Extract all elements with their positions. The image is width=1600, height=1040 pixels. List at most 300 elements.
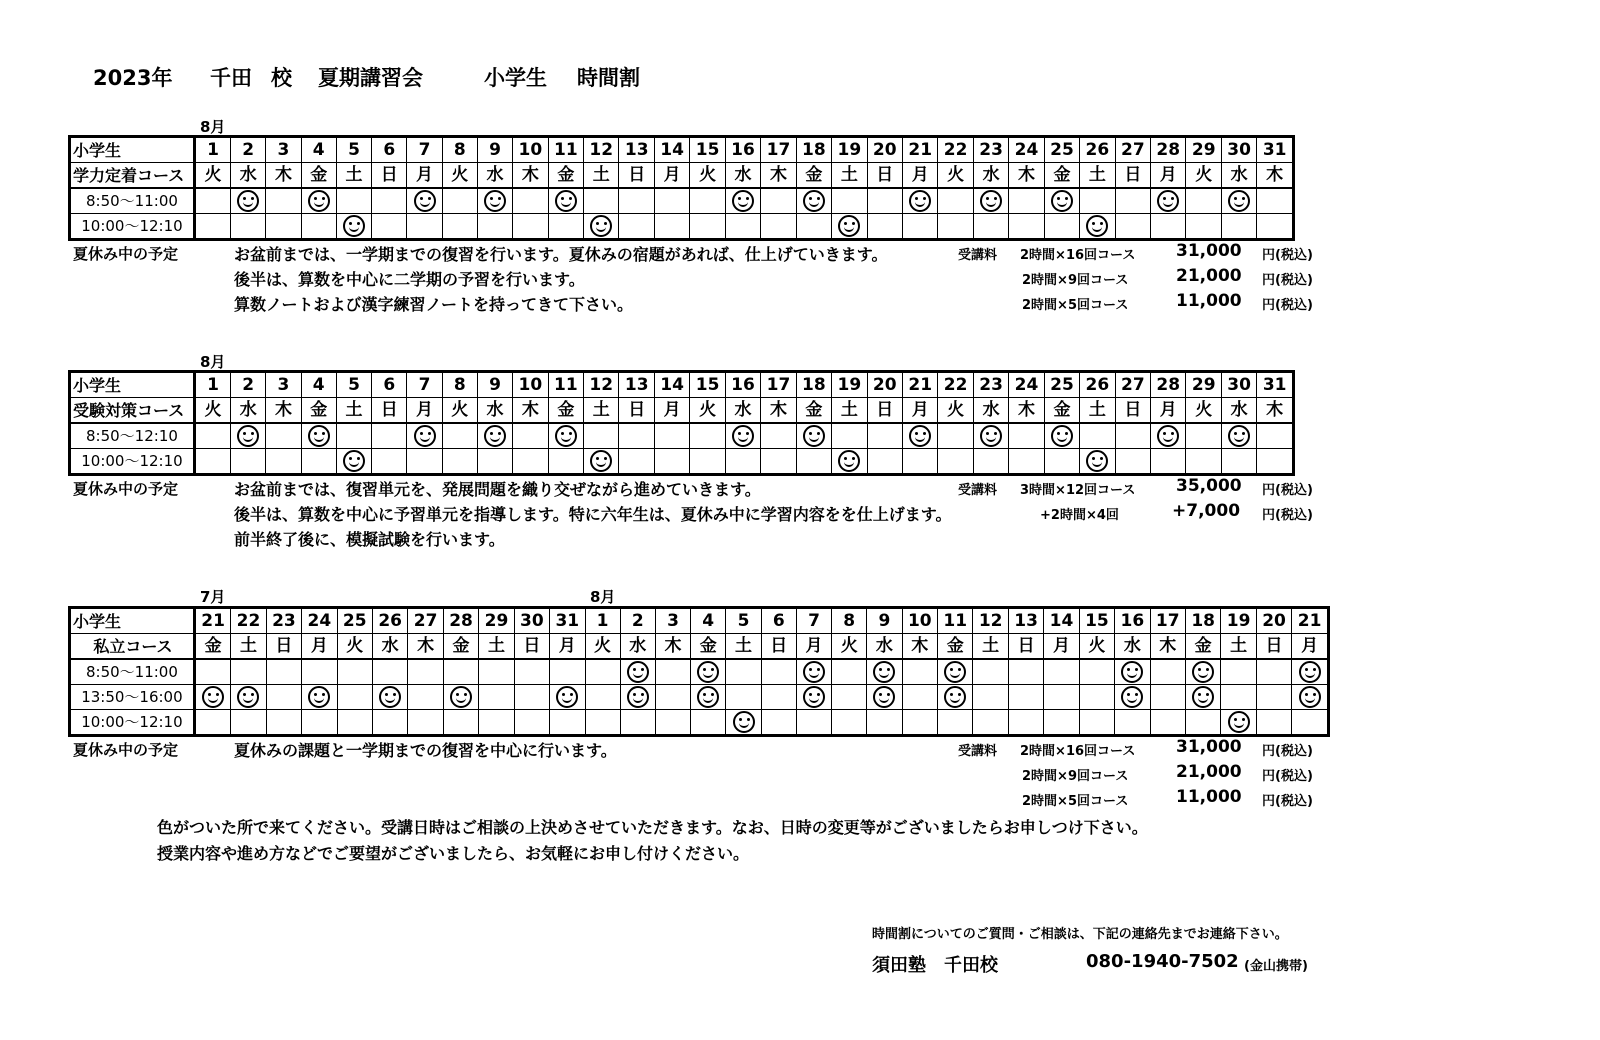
- s2-day-5: 5: [336, 372, 371, 398]
- s1-fee3-course: 2時間×5回コース: [1022, 298, 1129, 313]
- s2-plan-line3: 前半終了後に、模擬試験を行います。: [234, 530, 505, 549]
- s1-fee1-tax: 円(税込): [1262, 248, 1313, 263]
- s3-slot3-cell: [1044, 710, 1079, 736]
- s1-slot2-cell: [867, 214, 902, 240]
- s1-slot2-cell: [796, 214, 831, 240]
- s3-day-22: 11: [938, 608, 973, 634]
- s3-label-grade: 小学生: [70, 608, 195, 634]
- s2-slot1-cell: [1151, 423, 1186, 449]
- s1-slot2-label: 10:00～12:10: [70, 214, 195, 240]
- s1-slot1-cell: [796, 188, 831, 214]
- s1-slot2-cell: [725, 214, 760, 240]
- s2-day-6: 6: [372, 372, 407, 398]
- s3-slot2-cell: [372, 685, 407, 710]
- smiley-icon: [237, 686, 259, 708]
- s1-weekday-9: 水: [477, 163, 512, 189]
- s1-day-5: 5: [336, 137, 371, 163]
- s2-slot1-cell: [832, 423, 867, 449]
- s2-plan-line2: 後半は、算数を中心に予習単元を指導します。特に六年生は、夏休み中に学習内容をを仕上げます。: [234, 505, 952, 524]
- s3-slot2-cell: [408, 685, 443, 710]
- s3-day-5: 25: [337, 608, 372, 634]
- smiley-icon: [697, 686, 719, 708]
- s1-day-13: 13: [619, 137, 654, 163]
- s3-day-13: 2: [620, 608, 655, 634]
- smiley-icon: [944, 686, 966, 708]
- s2-plan-label: 夏休み中の予定: [73, 480, 179, 498]
- s3-day-10: 30: [514, 608, 549, 634]
- s3-slot1-cell: [1008, 659, 1043, 685]
- s1-plan-label: 夏休み中の予定: [73, 245, 179, 263]
- s1-slot2-cell: [1115, 214, 1150, 240]
- s2-weekday-3: 木: [266, 398, 301, 424]
- smiley-icon: [1299, 661, 1321, 683]
- s3-fee2-price: 21,000: [1176, 762, 1242, 782]
- s1-day-7: 7: [407, 137, 442, 163]
- s1-day-18: 18: [796, 137, 831, 163]
- s3-slot1-cell: [372, 659, 407, 685]
- s2-day-11: 11: [548, 372, 583, 398]
- s3-slot3-cell: [266, 710, 301, 736]
- s2-slot2-cell: [301, 449, 336, 475]
- s2-day-8: 8: [442, 372, 477, 398]
- s1-day-3: 3: [266, 137, 301, 163]
- s3-weekday-5: 火: [337, 634, 372, 660]
- s2-weekday-13: 日: [619, 398, 654, 424]
- s2-label-grade: 小学生: [70, 372, 195, 398]
- s2-weekday-15: 火: [690, 398, 725, 424]
- s2-slot2-cell: [867, 449, 902, 475]
- s2-weekday-29: 火: [1186, 398, 1221, 424]
- smiley-icon: [590, 450, 612, 472]
- s1-day-19: 19: [832, 137, 867, 163]
- s2-slot2-cell: [1257, 449, 1294, 475]
- smiley-icon: [379, 686, 401, 708]
- s3-day-16: 5: [726, 608, 761, 634]
- smiley-icon: [555, 425, 577, 447]
- s3-slot2-cell: [655, 685, 690, 710]
- s2-slot2-cell: [548, 449, 583, 475]
- s2-slot1-cell: [1009, 423, 1044, 449]
- s1-weekday-6: 日: [372, 163, 407, 189]
- s1-day-16: 16: [725, 137, 760, 163]
- s2-weekday-21: 月: [902, 398, 937, 424]
- s3-slot1-cell: [337, 659, 372, 685]
- s2-weekday-19: 土: [832, 398, 867, 424]
- s2-day-14: 14: [654, 372, 689, 398]
- s1-slot1-cell: [761, 188, 796, 214]
- s3-slot2-cell: [1079, 685, 1114, 710]
- s2-day-25: 25: [1044, 372, 1079, 398]
- smiley-icon: [1228, 711, 1250, 733]
- s3-slot2-cell: [337, 685, 372, 710]
- s1-day-27: 27: [1115, 137, 1150, 163]
- smiley-icon: [308, 425, 330, 447]
- s3-slot1-cell: [691, 659, 726, 685]
- s2-slot1-cell: [867, 423, 902, 449]
- s3-month-aug: 8月: [590, 588, 616, 606]
- s1-slot1-cell: [336, 188, 371, 214]
- s3-weekday-12: 火: [585, 634, 620, 660]
- s3-day-8: 28: [443, 608, 478, 634]
- s3-weekday-7: 木: [408, 634, 443, 660]
- smiley-icon: [1051, 425, 1073, 447]
- s3-slot1-cell: [1185, 659, 1220, 685]
- s2-day-31: 31: [1257, 372, 1294, 398]
- s2-day-19: 19: [832, 372, 867, 398]
- s3-fee1-tax: 円(税込): [1262, 744, 1313, 759]
- s2-slot1-cell: [194, 423, 230, 449]
- s3-plan-line1: 夏休みの課題と一学期までの復習を中心に行います。: [234, 741, 617, 760]
- notes-line1: 色がついた所で来てください。受講日時はご相談の上決めさせていただきます。なお、日時の変更等がございましたらお申しつけ下さい。: [157, 818, 1148, 837]
- s2-slot1-cell: [619, 423, 654, 449]
- s2-weekday-7: 月: [407, 398, 442, 424]
- s2-fee1-tax: 円(税込): [1262, 483, 1313, 498]
- s3-weekday-27: 水: [1115, 634, 1150, 660]
- s2-slot2-cell: [1115, 449, 1150, 475]
- s1-slot2-cell: [832, 214, 867, 240]
- s1-slot1-cell: [1009, 188, 1044, 214]
- s3-slot1-cell: [231, 659, 266, 685]
- smiley-icon: [484, 190, 506, 212]
- s1-slot1-cell: [938, 188, 973, 214]
- s1-weekday-2: 水: [231, 163, 266, 189]
- s1-weekday-31: 木: [1257, 163, 1294, 189]
- s1-weekday-21: 月: [902, 163, 937, 189]
- s1-fee1-course: 2時間×16回コース: [1020, 248, 1136, 263]
- s3-slot1-cell: [726, 659, 761, 685]
- s3-day-3: 23: [266, 608, 301, 634]
- s3-slot3-cell: [1292, 710, 1329, 736]
- s3-day-17: 6: [761, 608, 796, 634]
- smiley-icon: [909, 425, 931, 447]
- s1-slot1-cell: [1186, 188, 1221, 214]
- s1-slot2-cell: [938, 214, 973, 240]
- s3-slot3-cell: [408, 710, 443, 736]
- s1-slot1-cell: [231, 188, 266, 214]
- s3-slot1-cell: [655, 659, 690, 685]
- s3-slot2-cell: [902, 685, 937, 710]
- s2-day-2: 2: [231, 372, 266, 398]
- s3-slot3-cell: [1150, 710, 1185, 736]
- smiley-icon: [980, 425, 1002, 447]
- contact-phone-note: (金山携帯): [1244, 959, 1308, 974]
- s2-day-26: 26: [1080, 372, 1115, 398]
- s3-slot3-cell: [691, 710, 726, 736]
- s1-slot2-cell: [513, 214, 548, 240]
- s1-fee1-price: 31,000: [1176, 241, 1242, 261]
- smiley-icon: [803, 686, 825, 708]
- s3-plan-label: 夏休み中の予定: [73, 741, 179, 759]
- s3-day-1: 21: [194, 608, 230, 634]
- s1-day-31: 31: [1257, 137, 1294, 163]
- s2-day-16: 16: [725, 372, 760, 398]
- smiley-icon: [343, 450, 365, 472]
- s3-slot3-cell: [194, 710, 230, 736]
- notes-line2: 授業内容や進め方などでご要望がございましたら、お気軽にお申し付けください。: [157, 844, 750, 863]
- s3-slot3-cell: [337, 710, 372, 736]
- s3-slot1-cell: [867, 659, 902, 685]
- smiley-icon: [556, 686, 578, 708]
- s2-fee2-price: +7,000: [1172, 501, 1241, 521]
- s2-day-24: 24: [1009, 372, 1044, 398]
- s3-slot2-cell: [194, 685, 230, 710]
- s1-weekday-27: 日: [1115, 163, 1150, 189]
- smiley-icon: [732, 425, 754, 447]
- smiley-icon: [909, 190, 931, 212]
- s3-slot3-cell: [1079, 710, 1114, 736]
- s3-weekday-32: 月: [1292, 634, 1329, 660]
- smiley-icon: [732, 190, 754, 212]
- s1-slot1-cell: [619, 188, 654, 214]
- s3-fee3-price: 11,000: [1176, 787, 1242, 807]
- s3-slot3-cell: [1221, 710, 1256, 736]
- s3-day-20: 9: [867, 608, 902, 634]
- s2-slot2-cell: [266, 449, 301, 475]
- s1-slot2-cell: [548, 214, 583, 240]
- s2-weekday-1: 火: [194, 398, 230, 424]
- s3-weekday-15: 金: [691, 634, 726, 660]
- s1-weekday-25: 金: [1044, 163, 1079, 189]
- s3-slot3-cell: [938, 710, 973, 736]
- s3-slot3-cell: [1185, 710, 1220, 736]
- s3-day-25: 14: [1044, 608, 1079, 634]
- s1-slot1-cell: [1151, 188, 1186, 214]
- s3-slot1-cell: [902, 659, 937, 685]
- s2-slot1-cell: [336, 423, 371, 449]
- s1-weekday-24: 木: [1009, 163, 1044, 189]
- s1-weekday-4: 金: [301, 163, 336, 189]
- smiley-icon: [838, 215, 860, 237]
- smiley-icon: [733, 711, 755, 733]
- s2-day-9: 9: [477, 372, 512, 398]
- s3-slot2-cell: [1292, 685, 1329, 710]
- s1-day-14: 14: [654, 137, 689, 163]
- s1-slot1-cell: [1221, 188, 1256, 214]
- s2-slot1-cell: [654, 423, 689, 449]
- s3-slot2-cell: [620, 685, 655, 710]
- s3-slot2-cell: [266, 685, 301, 710]
- s2-day-3: 3: [266, 372, 301, 398]
- s1-day-10: 10: [513, 137, 548, 163]
- s2-weekday-22: 火: [938, 398, 973, 424]
- s1-day-4: 4: [301, 137, 336, 163]
- s3-weekday-22: 金: [938, 634, 973, 660]
- s1-plan-line3: 算数ノートおよび漢字練習ノートを持ってきて下さい。: [234, 295, 634, 314]
- s1-fee-label: 受講料: [958, 248, 998, 263]
- smiley-icon: [308, 190, 330, 212]
- s3-fee3-course: 2時間×5回コース: [1022, 794, 1129, 809]
- s2-day-10: 10: [513, 372, 548, 398]
- s1-plan-line2: 後半は、算数を中心に二学期の予習を行います。: [234, 270, 585, 289]
- s1-slot1-cell: [902, 188, 937, 214]
- s2-fee-label: 受講料: [958, 483, 998, 498]
- s2-slot2-cell: [796, 449, 831, 475]
- smiley-icon: [343, 215, 365, 237]
- s1-slot1-cell: [832, 188, 867, 214]
- s2-slot1-cell: [761, 423, 796, 449]
- s2-day-28: 28: [1151, 372, 1186, 398]
- s3-weekday-26: 火: [1079, 634, 1114, 660]
- s3-slot3-cell: [1008, 710, 1043, 736]
- s1-day-9: 9: [477, 137, 512, 163]
- s1-weekday-20: 日: [867, 163, 902, 189]
- s3-slot1-cell: [302, 659, 337, 685]
- s2-day-17: 17: [761, 372, 796, 398]
- s1-label-course: 学力定着コース: [70, 163, 195, 189]
- s2-slot2-cell: [938, 449, 973, 475]
- s2-slot2-cell: [832, 449, 867, 475]
- smiley-icon: [944, 661, 966, 683]
- s2-slot1-cell: [231, 423, 266, 449]
- s3-slot2-cell: [1008, 685, 1043, 710]
- s2-day-21: 21: [902, 372, 937, 398]
- s3-slot1-cell: [514, 659, 549, 685]
- s1-slot1-cell: [973, 188, 1008, 214]
- s1-fee2-price: 21,000: [1176, 266, 1242, 286]
- s1-slot1-cell: [301, 188, 336, 214]
- s3-slot2-cell: [1150, 685, 1185, 710]
- s3-weekday-18: 月: [796, 634, 831, 660]
- s2-slot2-cell: [761, 449, 796, 475]
- smiley-icon: [1121, 686, 1143, 708]
- s1-day-28: 28: [1151, 137, 1186, 163]
- s2-slot1-cell: [407, 423, 442, 449]
- s3-slot2-cell: [1221, 685, 1256, 710]
- s1-weekday-26: 土: [1080, 163, 1115, 189]
- s1-fee3-price: 11,000: [1176, 291, 1242, 311]
- s2-slot2-cell: [1221, 449, 1256, 475]
- s2-slot1-cell: [513, 423, 548, 449]
- s1-slot2-cell: [619, 214, 654, 240]
- s1-slot2-cell: [442, 214, 477, 240]
- s1-slot2-cell: [973, 214, 1008, 240]
- s3-slot3-cell: [550, 710, 585, 736]
- s3-weekday-8: 金: [443, 634, 478, 660]
- s2-weekday-5: 土: [336, 398, 371, 424]
- s1-slot1-cell: [690, 188, 725, 214]
- s3-slot2-cell: [938, 685, 973, 710]
- s3-slot1-cell: [1292, 659, 1329, 685]
- s1-slot1-cell: [442, 188, 477, 214]
- s1-day-1: 1: [194, 137, 230, 163]
- s1-slot2-cell: [584, 214, 619, 240]
- s1-slot1-cell: [725, 188, 760, 214]
- s3-slot1-cell: [973, 659, 1008, 685]
- header-year: 2023年: [93, 66, 173, 90]
- smiley-icon: [1086, 450, 1108, 472]
- s2-slot1-label: 8:50～12:10: [70, 423, 195, 449]
- s3-slot2-cell: [1044, 685, 1079, 710]
- s2-day-7: 7: [407, 372, 442, 398]
- s1-slot2-cell: [407, 214, 442, 240]
- s1-slot1-cell: [1044, 188, 1079, 214]
- s3-slot3-cell: [443, 710, 478, 736]
- s2-slot2-cell: [619, 449, 654, 475]
- s1-fee2-course: 2時間×9回コース: [1022, 273, 1129, 288]
- s1-weekday-8: 火: [442, 163, 477, 189]
- s1-slot2-cell: [372, 214, 407, 240]
- s3-slot3-cell: [1256, 710, 1291, 736]
- s1-slot1-cell: [584, 188, 619, 214]
- s2-weekday-9: 水: [477, 398, 512, 424]
- s2-day-22: 22: [938, 372, 973, 398]
- s3-fee2-course: 2時間×9回コース: [1022, 769, 1129, 784]
- s3-slot2-cell: [761, 685, 796, 710]
- s3-weekday-14: 木: [655, 634, 690, 660]
- s1-weekday-13: 日: [619, 163, 654, 189]
- s3-fee2-tax: 円(税込): [1262, 769, 1313, 784]
- s2-fee2-course: +2時間×4回: [1040, 508, 1119, 523]
- s3-month-july: 7月: [200, 588, 226, 606]
- s1-day-12: 12: [584, 137, 619, 163]
- s3-slot3-cell: [302, 710, 337, 736]
- header-school-suffix: 校: [271, 66, 292, 90]
- s1-slot2-cell: [1186, 214, 1221, 240]
- s2-day-4: 4: [301, 372, 336, 398]
- s1-day-21: 21: [902, 137, 937, 163]
- s1-weekday-16: 水: [725, 163, 760, 189]
- smiley-icon: [1157, 190, 1179, 212]
- s1-weekday-28: 月: [1151, 163, 1186, 189]
- smiley-icon: [590, 215, 612, 237]
- smiley-icon: [873, 661, 895, 683]
- s3-slot3-cell: [726, 710, 761, 736]
- s3-slot3-cell: [796, 710, 831, 736]
- contact-inquiry: 時間割についてのご質問・ご相談は、下記の連絡先までお連絡下さい。: [872, 927, 1288, 942]
- s2-slot1-cell: [938, 423, 973, 449]
- s3-day-2: 22: [231, 608, 266, 634]
- s3-weekday-10: 日: [514, 634, 549, 660]
- smiley-icon: [1121, 661, 1143, 683]
- s2-day-1: 1: [194, 372, 230, 398]
- s3-fee3-tax: 円(税込): [1262, 794, 1313, 809]
- s3-slot1-cell: [1044, 659, 1079, 685]
- s3-day-28: 17: [1150, 608, 1185, 634]
- s2-slot1-cell: [1044, 423, 1079, 449]
- s2-weekday-23: 水: [973, 398, 1008, 424]
- s3-slot1-cell: [620, 659, 655, 685]
- s2-day-27: 27: [1115, 372, 1150, 398]
- s3-day-4: 24: [302, 608, 337, 634]
- s2-slot2-cell: [1009, 449, 1044, 475]
- smiley-icon: [1157, 425, 1179, 447]
- s3-slot1-cell: [761, 659, 796, 685]
- s3-weekday-24: 日: [1008, 634, 1043, 660]
- s2-slot1-cell: [477, 423, 512, 449]
- s1-day-29: 29: [1186, 137, 1221, 163]
- s2-slot2-cell: [194, 449, 230, 475]
- s3-slot2-cell: [550, 685, 585, 710]
- s1-day-2: 2: [231, 137, 266, 163]
- s3-day-26: 15: [1079, 608, 1114, 634]
- s1-slot1-cell: [477, 188, 512, 214]
- s3-day-19: 8: [832, 608, 867, 634]
- s1-slot1-cell: [372, 188, 407, 214]
- s3-slot3-cell: [973, 710, 1008, 736]
- s3-slot2-cell: [726, 685, 761, 710]
- s1-weekday-10: 木: [513, 163, 548, 189]
- s3-day-18: 7: [796, 608, 831, 634]
- s2-slot1-cell: [902, 423, 937, 449]
- s1-slot1-cell: [407, 188, 442, 214]
- s2-slot1-cell: [1115, 423, 1150, 449]
- s1-slot2-cell: [1151, 214, 1186, 240]
- s2-weekday-25: 金: [1044, 398, 1079, 424]
- s3-slot3-label: 10:00～12:10: [70, 710, 195, 736]
- s3-slot1-cell: [832, 659, 867, 685]
- s2-slot2-cell: [902, 449, 937, 475]
- s2-day-13: 13: [619, 372, 654, 398]
